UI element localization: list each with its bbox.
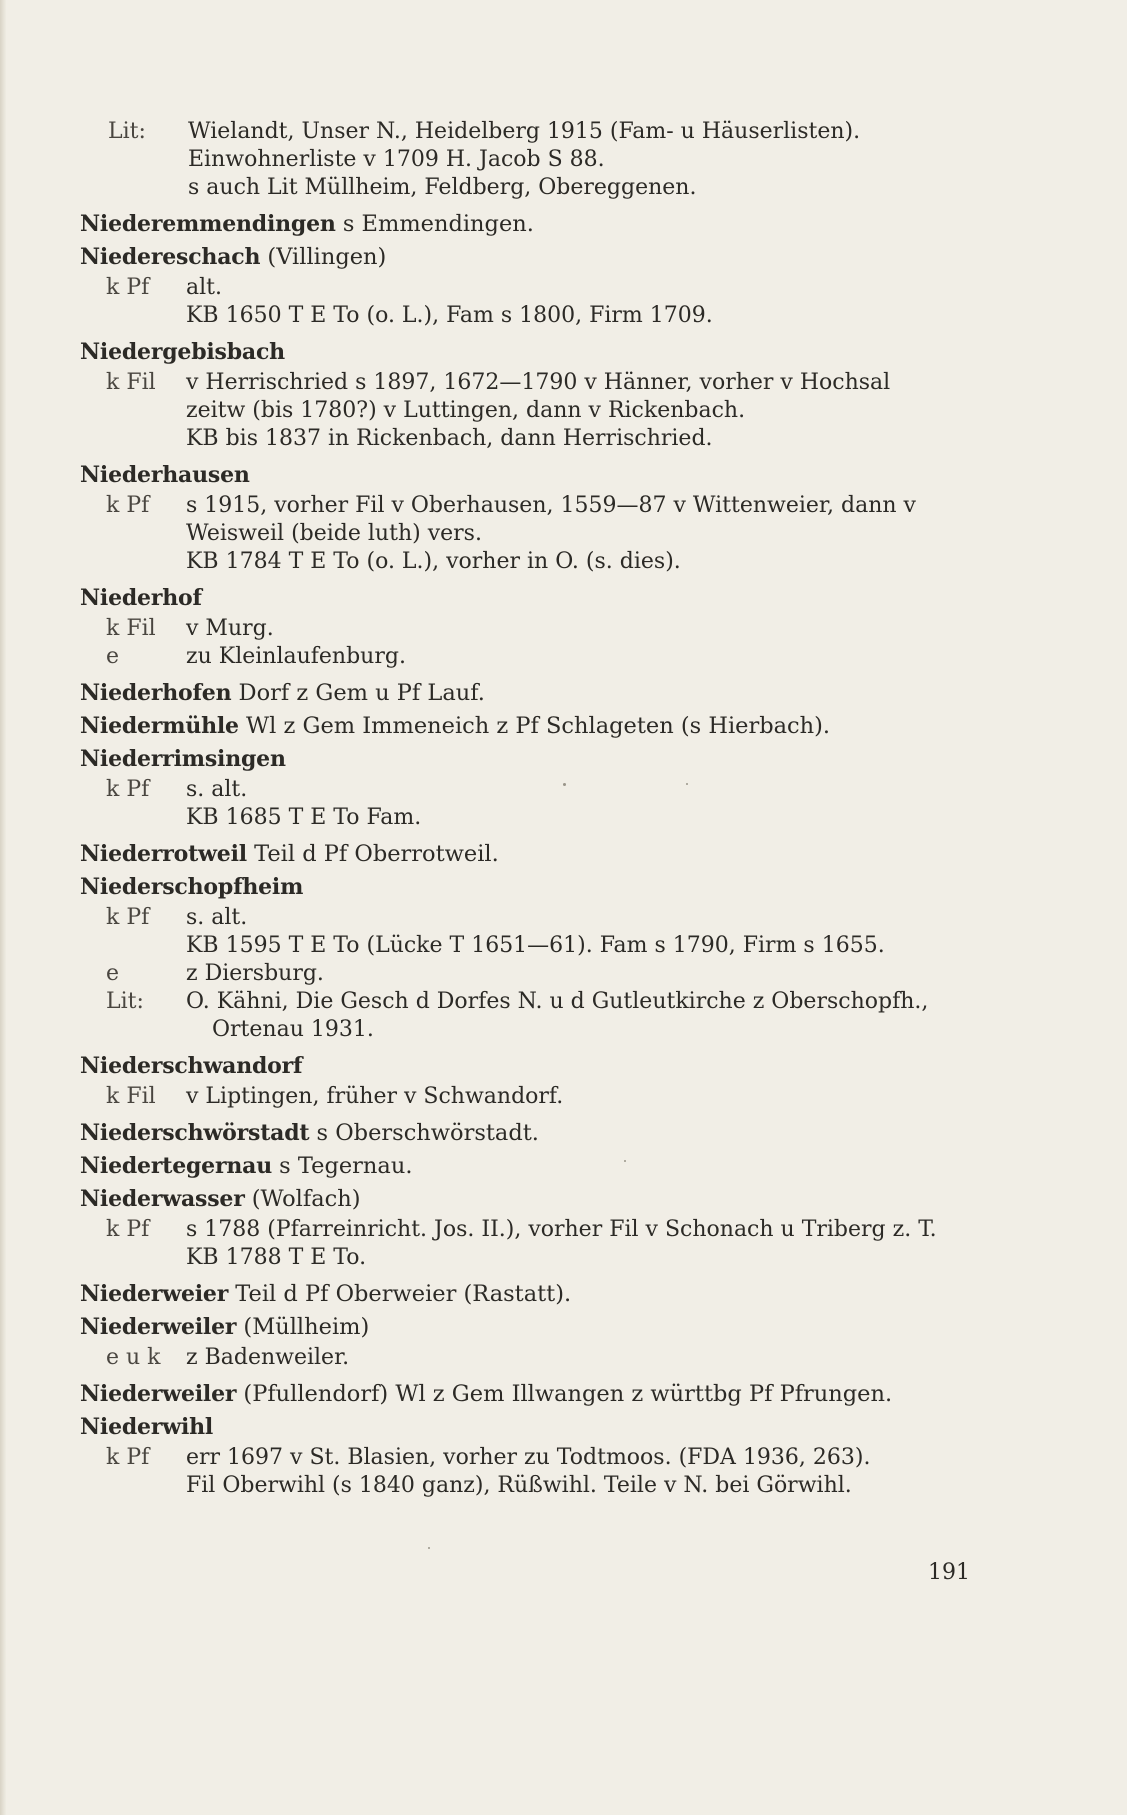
entry-heading-rest: (Villingen): [260, 244, 387, 270]
entry-name: Niedermühle: [80, 713, 239, 739]
entry: [80, 1150, 980, 1183]
paper-speck: [686, 783, 688, 785]
entry: [80, 1311, 980, 1372]
entry-heading-rest: (Wolfach): [244, 1186, 361, 1212]
entry: [80, 582, 980, 671]
entry-detail-text: Fil Oberwihl (s 1840 ganz), Rüßwihl. Teile v N. bei Görwihl.: [186, 1473, 852, 1498]
entry-heading-rest: s Emmendingen.: [335, 211, 534, 237]
entry-detail-label: [80, 520, 186, 548]
entry: [80, 743, 980, 832]
entry: [80, 710, 980, 743]
entry-name: Niedereschach: [80, 244, 261, 270]
entry-detail-text: v Liptingen, früher v Schwandorf.: [186, 1084, 564, 1109]
lit-label: Lit:: [108, 119, 146, 144]
entry-detail-text: KB 1685 T E To Fam.: [186, 805, 422, 830]
entry-heading: [80, 459, 980, 492]
entry: [80, 1411, 980, 1500]
entry-detail-label: [80, 397, 186, 425]
entry-detail-row: [80, 904, 980, 932]
entry-heading: [80, 1411, 980, 1444]
paper-speck: [624, 1160, 626, 1162]
entry-detail-text: err 1697 v St. Blasien, vorher zu Todtmoos. (FDA 1936, 263).: [186, 1445, 871, 1470]
entry-name: Niederschwörstadt: [80, 1120, 310, 1146]
entry-detail-row: [80, 643, 980, 671]
entry-detail-row: [80, 1344, 980, 1372]
entry-detail-row: [80, 988, 980, 1016]
entry-heading-rest: Teil d Pf Oberweier (Rastatt).: [228, 1281, 572, 1307]
entry-detail-text: s. alt.: [186, 777, 248, 802]
entry-detail-row: [80, 492, 980, 520]
entry-detail-label: k Pf: [106, 1445, 150, 1470]
entry-heading-rest: s Oberschwörstadt.: [309, 1120, 539, 1146]
lit-label-empty: [80, 174, 188, 202]
entry-heading: [80, 871, 980, 904]
entry-name: Niederhausen: [80, 462, 250, 488]
entry-name: Niederschopfheim: [80, 874, 304, 900]
entry-heading: [80, 336, 980, 369]
entry-heading-rest: (Müllheim): [236, 1314, 370, 1340]
entry: [80, 1050, 980, 1111]
entry: [80, 336, 980, 453]
entry-detail-text: O. Kähni, Die Gesch d Dorfes N. u d Gutleutkirche z Oberschopfh.,: [186, 989, 929, 1014]
lit-row: [80, 146, 980, 174]
entry-detail-label: [80, 548, 186, 576]
entry-detail-row: [80, 1016, 980, 1044]
lit-label-empty: [80, 146, 188, 174]
entry-heading: [80, 1150, 980, 1183]
entry: [80, 459, 980, 576]
entry-heading: [80, 1311, 980, 1344]
entry-heading: [80, 838, 980, 871]
entry-detail-label: [80, 302, 186, 330]
entry-detail-row: [80, 425, 980, 453]
entry-detail-row: [80, 302, 980, 330]
entry-name: Niederhof: [80, 585, 202, 611]
page-edge: [0, 0, 6, 1815]
entry-detail-text: z Diersburg.: [186, 961, 324, 986]
entry: [80, 1117, 980, 1150]
entry: [80, 1278, 980, 1311]
entry-detail-row: [80, 1444, 980, 1472]
entry-name: Niederemmendingen: [80, 211, 336, 237]
lit-text: Wielandt, Unser N., Heidelberg 1915 (Fam- u Häuserlisten).: [188, 119, 861, 144]
entry-detail-label: [80, 1016, 186, 1044]
entry-detail-label: k Fil: [106, 1084, 156, 1109]
entry-detail-row: [80, 1472, 980, 1500]
entry-heading: [80, 582, 980, 615]
entry-heading: [80, 208, 980, 241]
lit-row: [80, 174, 980, 202]
entry-detail-label: [80, 1244, 186, 1272]
entry-heading-rest: (Pfullendorf) Wl z Gem Illwangen z württbg Pf Pfrungen.: [236, 1381, 893, 1407]
entry-detail-text: s. alt.: [186, 905, 248, 930]
entry-detail-label: k Pf: [106, 275, 150, 300]
entry-detail-text: KB 1784 T E To (o. L.), vorher in O. (s. dies).: [186, 549, 681, 574]
entry-name: Niedergebisbach: [80, 339, 285, 365]
lit-row: [80, 118, 980, 146]
entry-detail-text: v Murg.: [186, 616, 274, 641]
entry-detail-label: e: [106, 644, 120, 669]
entry-detail-label: e u k: [106, 1345, 161, 1370]
entry-detail-text: KB 1650 T E To (o. L.), Fam s 1800, Firm 1709.: [186, 303, 713, 328]
entry-heading: [80, 1050, 980, 1083]
entry: [80, 677, 980, 710]
entry-detail-row: [80, 804, 980, 832]
entry-heading: [80, 241, 980, 274]
entry-name: Niederweiler: [80, 1314, 237, 1340]
entry-detail-text: z Badenweiler.: [186, 1345, 350, 1370]
entry-heading-rest: Teil d Pf Oberrotweil.: [246, 841, 499, 867]
entry: [80, 1183, 980, 1272]
entry-list: [80, 208, 980, 1500]
paper-speck: [428, 1547, 430, 1549]
entry-detail-text: zu Kleinlaufenburg.: [186, 644, 406, 669]
lit-text: Einwohnerliste v 1709 H. Jacob S 88.: [188, 147, 605, 172]
entry-detail-row: [80, 776, 980, 804]
entry-detail-label: k Fil: [106, 616, 156, 641]
entry-detail-label: k Pf: [106, 1217, 150, 1242]
entry-detail-row: [80, 520, 980, 548]
paper-speck: [563, 783, 566, 786]
entry-name: Niederhofen: [80, 680, 232, 706]
entry-detail-text: zeitw (bis 1780?) v Luttingen, dann v Rickenbach.: [186, 398, 746, 423]
entry: [80, 1378, 980, 1411]
dictionary-page: [80, 118, 980, 1506]
entry-detail-row: [80, 615, 980, 643]
entry-detail-text: KB 1595 T E To (Lücke T 1651—61). Fam s 1790, Firm s 1655.: [186, 933, 885, 958]
entry-detail-row: [80, 1244, 980, 1272]
entry-heading: [80, 1183, 980, 1216]
entry-name: Niederwasser: [80, 1186, 245, 1212]
entry-heading: [80, 1378, 980, 1411]
literature-block-top: [80, 118, 980, 202]
entry-name: Niederrotweil: [80, 841, 247, 867]
entry-detail-label: [80, 425, 186, 453]
entry: [80, 871, 980, 1044]
entry: [80, 241, 980, 330]
entry-name: Niederweiler: [80, 1381, 237, 1407]
entry-name: Niederschwandorf: [80, 1053, 303, 1079]
entry-detail-label: Lit:: [106, 989, 144, 1014]
entry-detail-text: s 1915, vorher Fil v Oberhausen, 1559—87 v Wittenweier, dann v: [186, 493, 916, 518]
entry-detail-row: [80, 1083, 980, 1111]
entry-detail-row: [80, 274, 980, 302]
entry-name: Niederweier: [80, 1281, 229, 1307]
entry-name: Niederrimsingen: [80, 746, 286, 772]
entry-heading: [80, 710, 980, 743]
entry-detail-text: v Herrischried s 1897, 1672—1790 v Hänner, vorher v Hochsal: [186, 370, 891, 395]
entry-detail-label: [80, 804, 186, 832]
entry-detail-row: [80, 397, 980, 425]
entry-detail-label: k Pf: [106, 493, 150, 518]
entry-detail-text: Weisweil (beide luth) vers.: [186, 521, 482, 546]
entry-detail-row: [80, 1216, 980, 1244]
entry-detail-row: [80, 932, 980, 960]
entry-detail-label: e: [106, 961, 120, 986]
entry-detail-label: k Fil: [106, 370, 156, 395]
entry-heading-rest: s Tegernau.: [272, 1153, 413, 1179]
entry-detail-text: KB bis 1837 in Rickenbach, dann Herrischried.: [186, 426, 713, 451]
entry-heading: [80, 677, 980, 710]
entry-heading: [80, 1117, 980, 1150]
entry-name: Niederwihl: [80, 1414, 214, 1440]
entry-detail-text: alt.: [186, 275, 222, 300]
entry-detail-label: k Pf: [106, 777, 150, 802]
entry: [80, 838, 980, 871]
entry-detail-text: KB 1788 T E To.: [186, 1245, 367, 1270]
entry-detail-label: [80, 932, 186, 960]
entry-name: Niedertegernau: [80, 1153, 273, 1179]
entry-detail-label: k Pf: [106, 905, 150, 930]
entry-detail-text: s 1788 (Pfarreinricht. Jos. II.), vorher Fil v Schonach u Triberg z. T.: [186, 1217, 937, 1242]
entry-detail-row: [80, 960, 980, 988]
entry-heading-rest: Wl z Gem Immeneich z Pf Schlageten (s Hierbach).: [238, 713, 831, 739]
entry-detail-row: [80, 548, 980, 576]
entry-detail-label: [80, 1472, 186, 1500]
entry-heading: [80, 1278, 980, 1311]
entry-heading: [80, 743, 980, 776]
entry-heading-rest: Dorf z Gem u Pf Lauf.: [231, 680, 485, 706]
page-number: 191: [928, 1560, 970, 1585]
entry: [80, 208, 980, 241]
entry-detail-text: Ortenau 1931.: [212, 1017, 374, 1042]
entry-detail-row: [80, 369, 980, 397]
lit-text: s auch Lit Müllheim, Feldberg, Obereggenen.: [188, 175, 697, 200]
